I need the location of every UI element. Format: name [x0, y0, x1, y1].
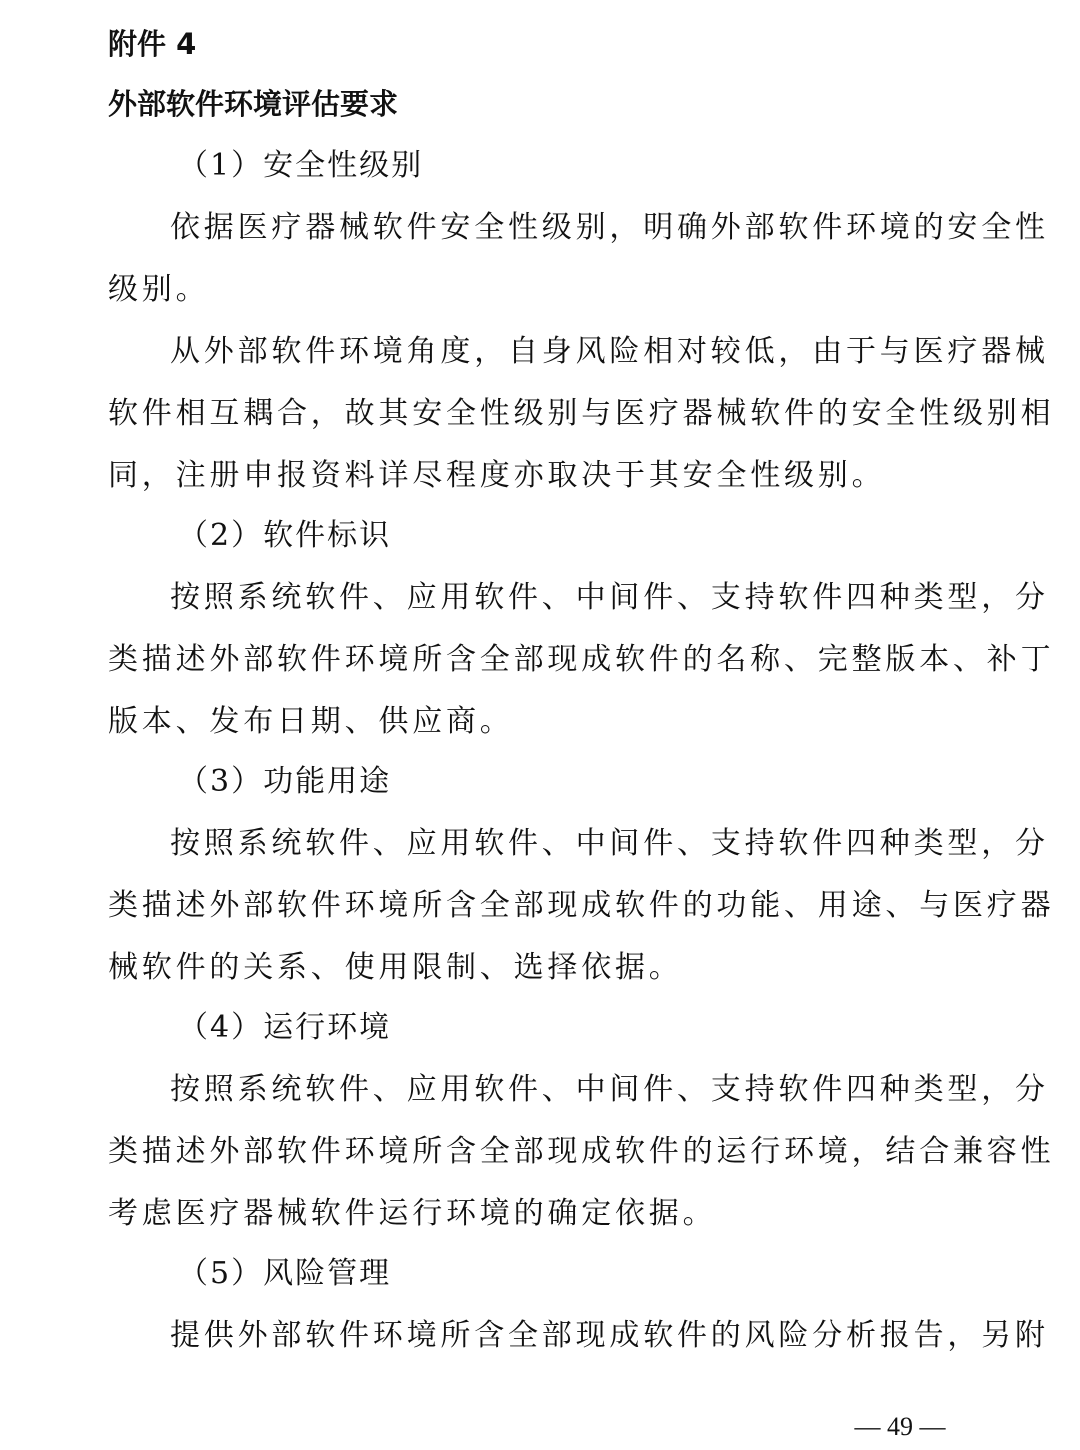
paragraph-line: 考虑医疗器械软件运行环境的确定依据。: [108, 1196, 717, 1231]
section-heading-security-level: （1）安全性级别: [178, 148, 424, 183]
section-heading-risk-management: （5）风险管理: [178, 1256, 392, 1291]
paragraph-line: 提供外部软件环境所含全部现成软件的风险分析报告，另附: [170, 1318, 1049, 1353]
section-heading-software-identification: （2）软件标识: [178, 518, 392, 553]
paragraph-line: 按照系统软件、应用软件、中间件、支持软件四种类型，分: [170, 580, 1049, 615]
paragraph-line: 级别。: [108, 272, 210, 307]
page-number: — 49 —: [854, 1412, 946, 1441]
paragraph-line: 依据医疗器械软件安全性级别，明确外部软件环境的安全性: [170, 210, 1049, 245]
paragraph-line: 软件相互耦合，故其安全性级别与医疗器械软件的安全性级别相: [108, 396, 1055, 431]
paragraph-line: 按照系统软件、应用软件、中间件、支持软件四种类型，分: [170, 1072, 1049, 1107]
document-title: 外部软件环境评估要求: [108, 87, 399, 121]
paragraph-line: 类描述外部软件环境所含全部现成软件的运行环境，结合兼容性: [108, 1134, 1055, 1169]
section-heading-function-purpose: （3）功能用途: [178, 764, 392, 799]
paragraph-line: 械软件的关系、使用限制、选择依据。: [108, 950, 683, 985]
paragraph-line: 类描述外部软件环境所含全部现成软件的功能、用途、与医疗器: [108, 888, 1055, 923]
paragraph-line: 类描述外部软件环境所含全部现成软件的名称、完整版本、补丁: [108, 642, 1055, 677]
section-heading-runtime-environment: （4）运行环境: [178, 1010, 392, 1045]
attachment-label: 附件 4: [108, 27, 197, 61]
paragraph-line: 版本、发布日期、供应商。: [108, 704, 514, 739]
paragraph-line: 同，注册申报资料详尽程度亦取决于其安全性级别。: [108, 458, 886, 493]
paragraph-line: 按照系统软件、应用软件、中间件、支持软件四种类型，分: [170, 826, 1049, 861]
paragraph-line: 从外部软件环境角度，自身风险相对较低，由于与医疗器械: [170, 334, 1049, 369]
